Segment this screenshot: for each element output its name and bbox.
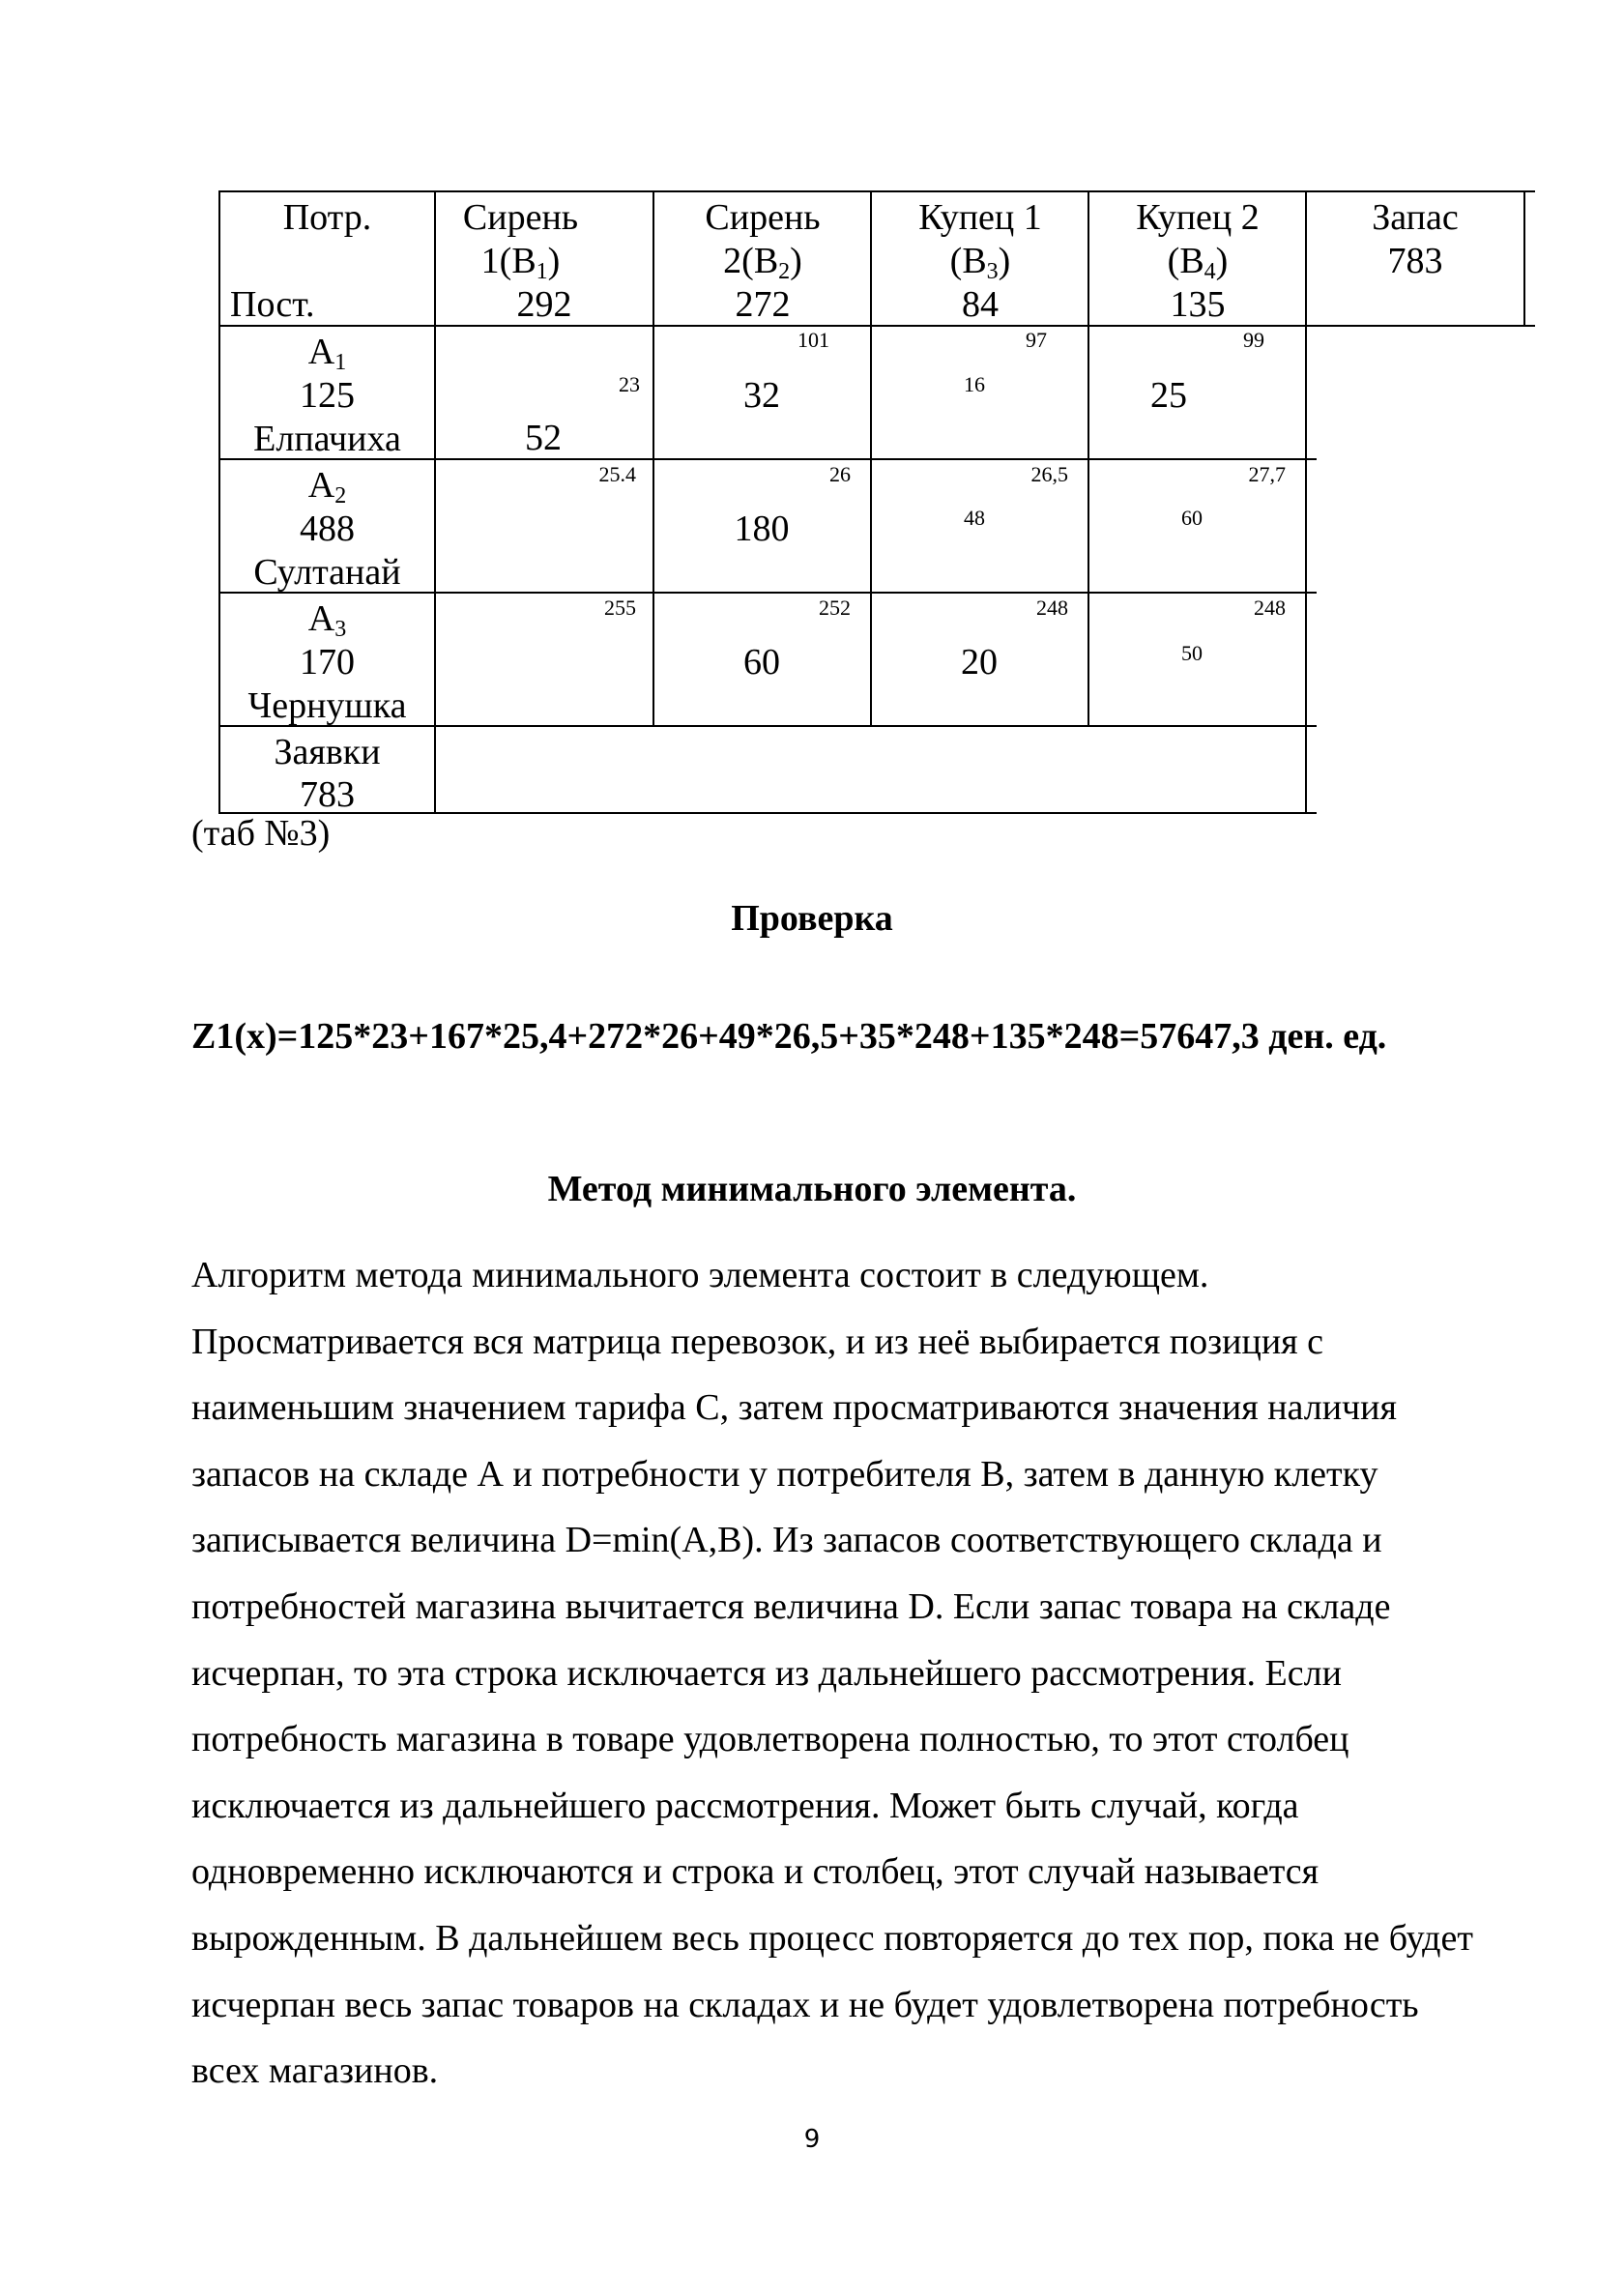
cost-value: 248 (1254, 596, 1286, 620)
cost-value: 248 (1036, 596, 1068, 620)
supplier-name: Елпачиха (253, 419, 401, 459)
supplier-supply: 170 (300, 642, 355, 683)
consumer-code: $2(B_2)$ (723, 241, 802, 284)
supplier-supply: 488 (300, 509, 355, 549)
consumer-demand: 135 (1170, 284, 1226, 325)
allocation-value: 48 (964, 506, 985, 530)
allocation-value: 60 (1181, 506, 1203, 530)
cost-value: 255 (604, 596, 636, 620)
section-heading: Метод минимального элемента. (547, 1169, 1077, 1209)
paragraph-line: исключается из дальнейшего рассмотрения. Может быть случай, когда (191, 1785, 1299, 1826)
stock-value: 783 (1387, 241, 1443, 281)
corner-supplier-label: Пост. (230, 284, 315, 325)
allocation-value: 180 (734, 509, 790, 549)
allocation-value: 20 (961, 642, 998, 683)
allocation-value: 60 (743, 642, 780, 683)
consumer-name: Сирень (462, 197, 579, 238)
supplier-name: Султанай (253, 552, 401, 593)
cost-value: 97 (1026, 328, 1047, 352)
allocation-value: 52 (525, 418, 562, 458)
stock-label: Запас (1372, 197, 1459, 238)
supplier-name: Чернушка (247, 685, 407, 726)
cost-formula: Z1(x)=125*23+167*25,4+272*26+49*26,5+35*248+135*248=57647,3 ден. ед. (191, 1016, 1387, 1057)
supplier-code: $A_2$ (307, 465, 347, 509)
consumer-demand: 272 (735, 284, 791, 325)
paragraph-line: исчерпан, то эта строка исключается из дальнейшего рассмотрения. Если (191, 1652, 1342, 1694)
consumer-name: Сирень (705, 197, 821, 238)
cost-value: 26,5 (1030, 462, 1068, 486)
consumer-code: $1(B_1)$ (480, 241, 561, 284)
cost-value: 99 (1243, 328, 1264, 352)
allocation-value: 50 (1181, 641, 1203, 665)
paragraph-line: наименьшим значением тарифа С, затем просматриваются значения наличия (191, 1387, 1397, 1429)
requests-label: Заявки (274, 732, 381, 772)
paragraph-line: всех магазинов. (191, 2050, 439, 2092)
allocation-value: 16 (964, 372, 985, 396)
cost-value: 252 (819, 596, 851, 620)
paragraph-line: записывается величина D=min(A,B). Из запасов соответствующего склада и (191, 1520, 1382, 1561)
paragraph-line: Просматривается вся матрица перевозок, и из неё выбирается позиция с (191, 1321, 1324, 1362)
allocation-value: 25 (1150, 375, 1187, 416)
check-heading: Проверка (731, 898, 893, 939)
table-caption: (таб №3) (191, 813, 331, 854)
requests-value: 783 (300, 774, 355, 815)
consumer-demand: 292 (516, 284, 572, 325)
paragraph-line: потребность магазина в товаре удовлетворена полностью, то этот столбец (191, 1719, 1349, 1760)
table-border-top (218, 190, 1535, 192)
transport-table (0, 0, 1624, 831)
supplier-supply: 125 (300, 375, 355, 416)
supplier-code: $A_1$ (307, 332, 347, 375)
cost-value: 23 (619, 372, 640, 396)
consumer-demand: 84 (962, 284, 999, 325)
consumer-code: $(B_3)$ (949, 241, 1011, 284)
method-description (191, 1242, 1545, 2105)
page-number: 9 (803, 2125, 821, 2154)
paragraph-line: исчерпан весь запас товаров на складах и не будет удовлетворена потребность (191, 1984, 1419, 2025)
allocation-value: 32 (743, 375, 780, 416)
consumer-code: $(B_4)$ (1167, 241, 1229, 284)
cost-value: 101 (798, 328, 829, 352)
table-border-right (1523, 190, 1525, 327)
cost-value: 26 (829, 462, 851, 486)
paragraph-line: одновременно исключаются и строка и столбец, этот случай называется (191, 1851, 1320, 1893)
consumer-name: Купец 1 (918, 197, 1042, 238)
supplier-code: $A_3$ (307, 598, 347, 642)
paragraph-line: запасов на складе А и потребности у потребителя В, затем в данную клетку (191, 1453, 1378, 1495)
cost-value: 25.4 (598, 462, 636, 486)
cost-value: 27,7 (1248, 462, 1286, 486)
consumer-name: Купец 2 (1136, 197, 1260, 238)
corner-consumer-label: Потр. (282, 197, 372, 238)
paragraph-line: потребностей магазина вычитается величина D. Если запас товара на складе (191, 1585, 1391, 1627)
paragraph-line: Алгоритм метода минимального элемента состоит в следующем. (191, 1255, 1209, 1295)
paragraph-line: вырожденным. В дальнейшем весь процесс повторяется до тех пор, пока не будет (191, 1917, 1473, 1959)
